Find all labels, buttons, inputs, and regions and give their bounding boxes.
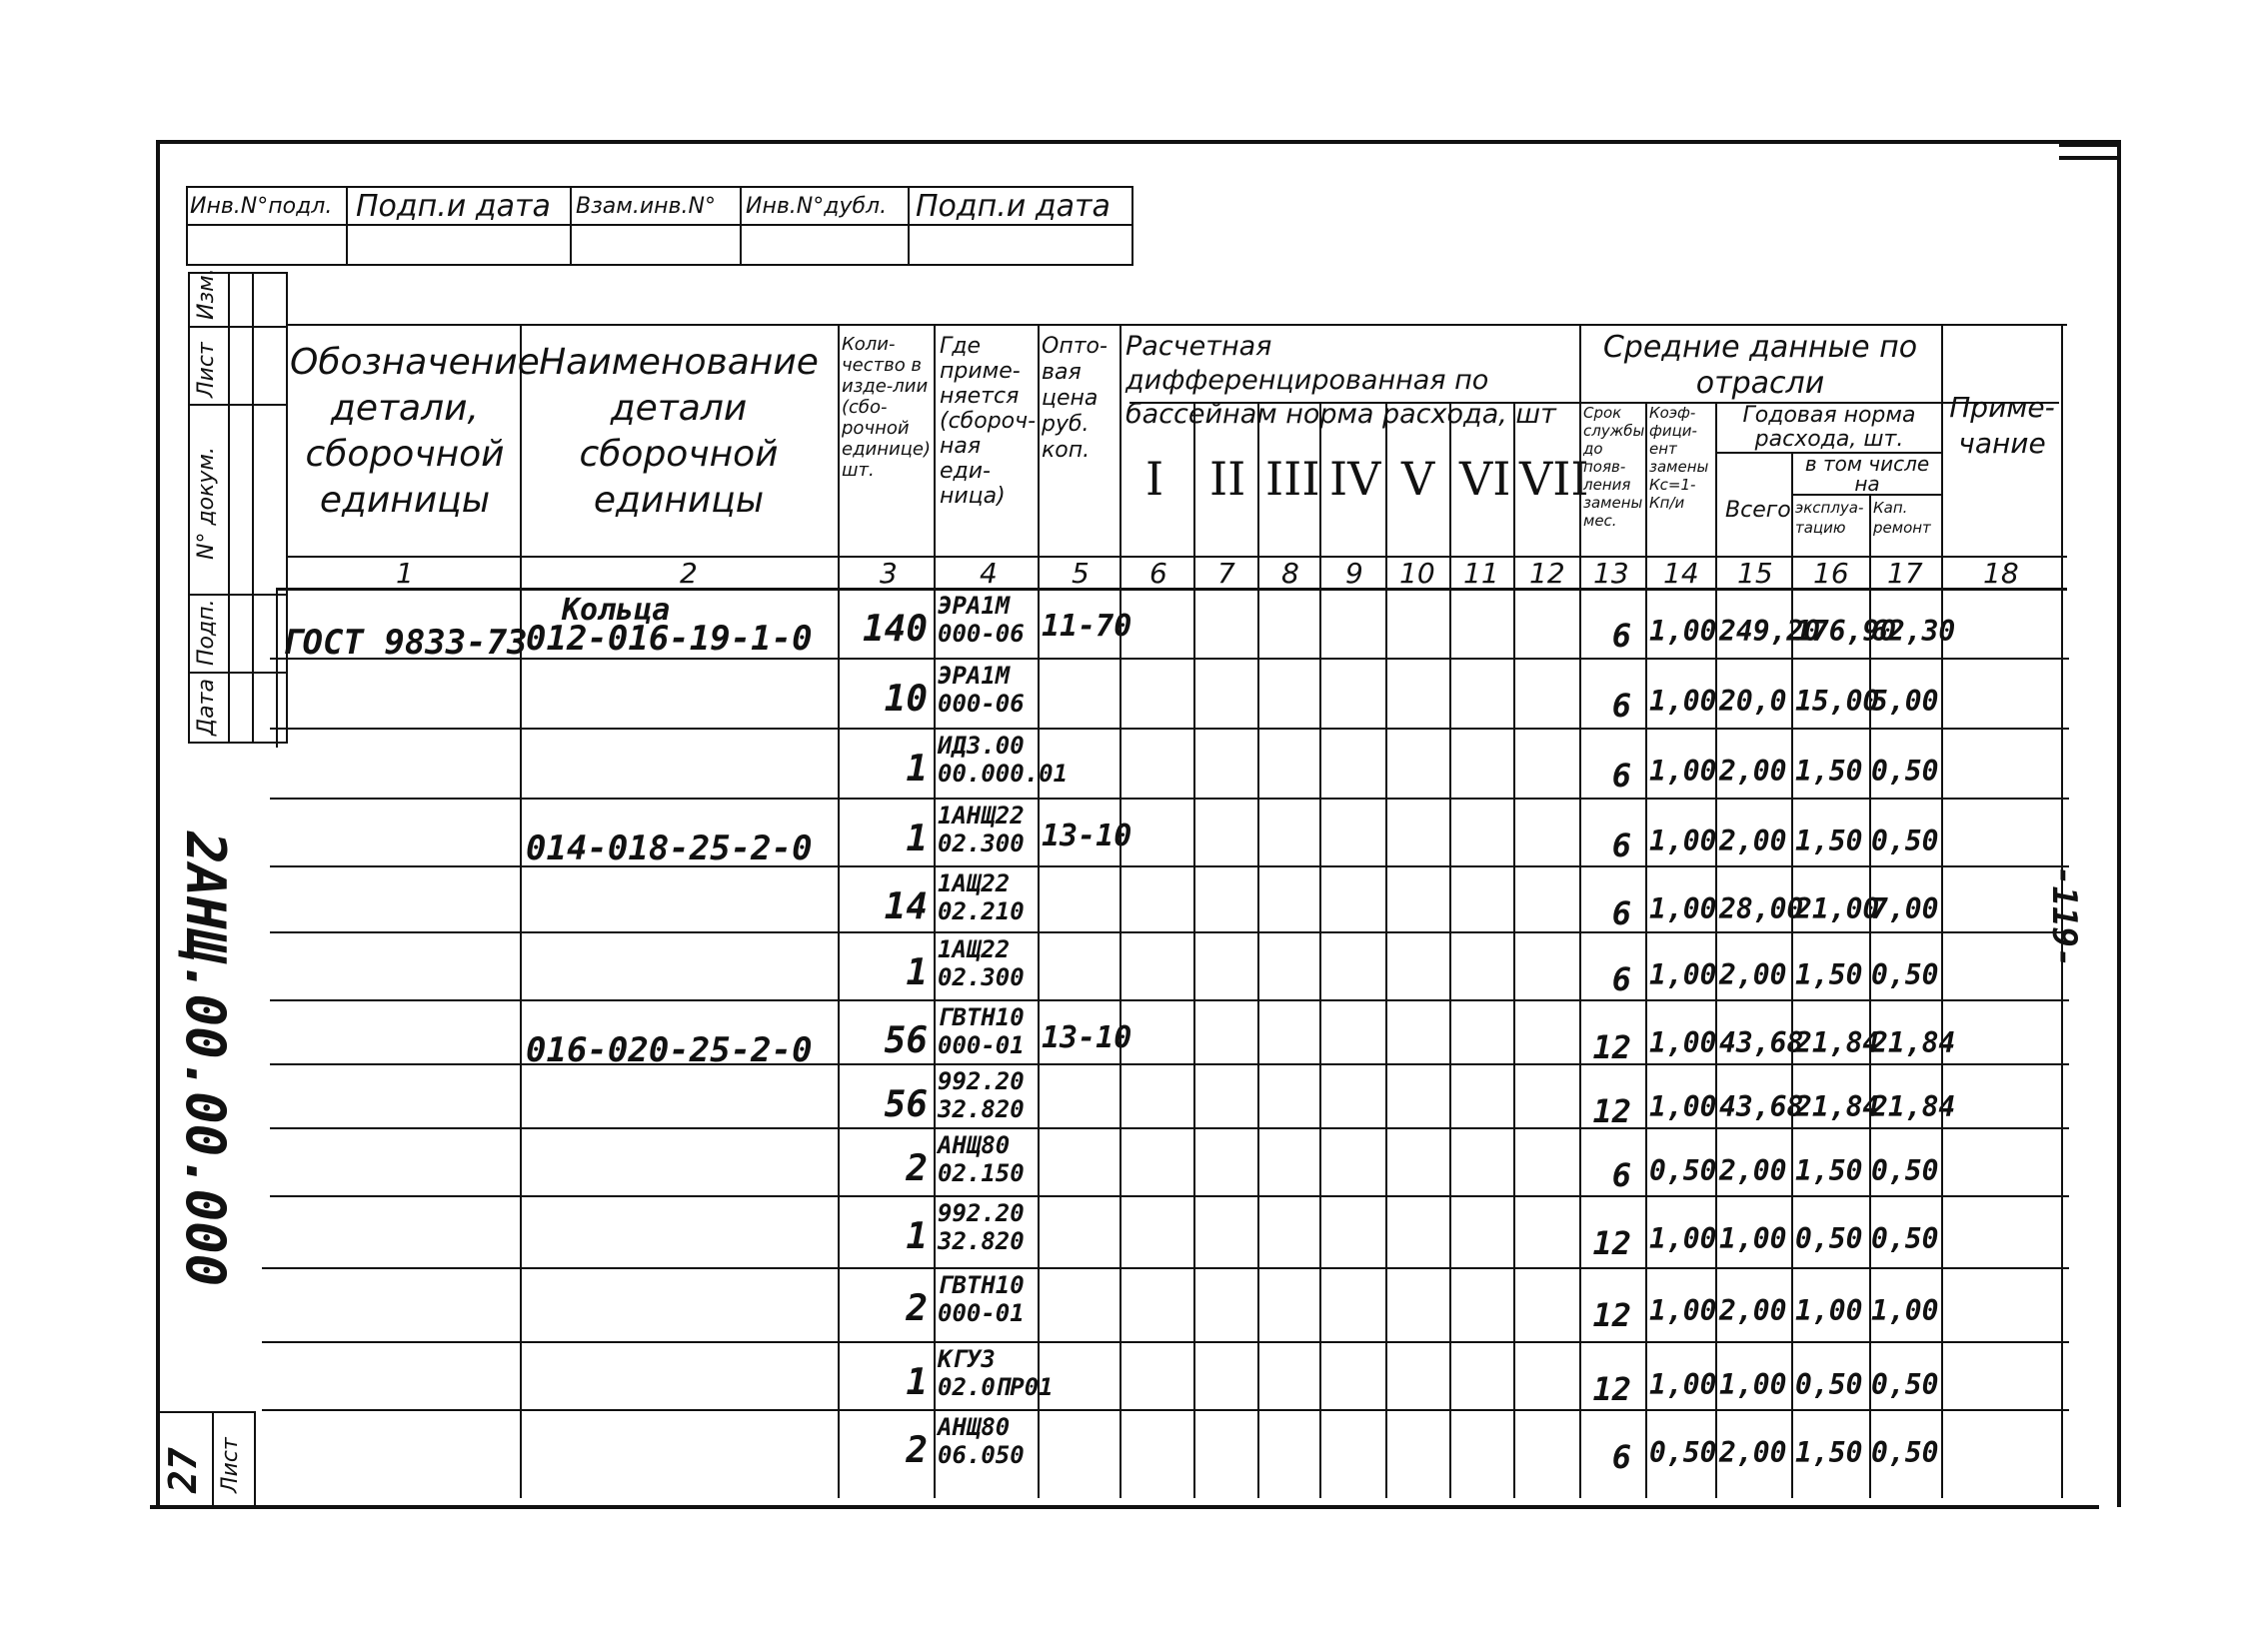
colnum-6: 6 bbox=[1149, 557, 1167, 590]
cell-capital-repair: 21,84 bbox=[1871, 1090, 1956, 1123]
cell-total: 2,00 bbox=[1719, 1154, 1787, 1187]
cell-capital-repair: 0,50 bbox=[1871, 1222, 1939, 1255]
cell-price: 13-10 bbox=[1042, 819, 1132, 853]
cell-where-used-1: ИДЗ.00 bbox=[938, 732, 1025, 760]
header-quantity: Коли-чество в изде-лии (сбо-рочной единице) шт. bbox=[842, 334, 932, 481]
right-margin-mark bbox=[2059, 143, 2119, 147]
colnum-11: 11 bbox=[1463, 557, 1499, 590]
cell-quantity: 14 bbox=[884, 886, 928, 927]
cell-quantity: 2 bbox=[906, 1148, 928, 1189]
cell-total: 20,0 bbox=[1719, 685, 1787, 718]
basin-3: III bbox=[1265, 452, 1320, 506]
stamp-header-podp-data: Подп.и дата bbox=[356, 189, 551, 224]
colnum-3: 3 bbox=[880, 557, 898, 590]
cell-price: 11-70 bbox=[1042, 609, 1132, 644]
cell-quantity: 1 bbox=[906, 749, 928, 790]
cell-quantity: 56 bbox=[884, 1084, 928, 1125]
header-name: Наименование детали сборочной единицы bbox=[539, 342, 819, 521]
cell-where-used-1: ЭРА1М bbox=[938, 662, 1011, 690]
cell-total: 43,68 bbox=[1719, 1090, 1804, 1123]
cell-coefficient: 1,00 bbox=[1649, 892, 1717, 925]
cell-total: 1,00 bbox=[1719, 1222, 1787, 1255]
cell-operation: 21,00 bbox=[1795, 892, 1880, 925]
cell-total: 2,00 bbox=[1719, 825, 1787, 857]
stamp-header-inv-podl: Инв.N°подл. bbox=[190, 194, 333, 219]
cell-operation: 176,90 bbox=[1795, 615, 1897, 648]
side-label-n-dokum: N° докум. bbox=[194, 446, 219, 560]
cell-quantity: 56 bbox=[884, 1020, 928, 1061]
header-total: Всего bbox=[1725, 498, 1791, 523]
cell-total: 28,00 bbox=[1719, 892, 1804, 925]
cell-where-used-1: 1АЩ22 bbox=[938, 869, 1011, 897]
cell-operation: 1,00 bbox=[1795, 1294, 1863, 1327]
cell-coefficient: 1,00 bbox=[1649, 1368, 1717, 1401]
cell-operation: 21,84 bbox=[1795, 1090, 1880, 1123]
cell-operation: 1,50 bbox=[1795, 1436, 1863, 1469]
colnum-17: 17 bbox=[1887, 557, 1923, 590]
basin-2: II bbox=[1209, 452, 1246, 506]
cell-name: 016-020-25-2-0 bbox=[526, 1030, 813, 1070]
cell-service-life: 12 bbox=[1592, 1370, 1631, 1408]
cell-coefficient: 1,00 bbox=[1649, 755, 1717, 788]
document-code: 2АНЩ.00.00.000 bbox=[174, 831, 237, 1287]
bottom-frame-line bbox=[150, 1505, 2099, 1509]
cell-coefficient: 1,00 bbox=[1649, 1294, 1717, 1327]
cell-capital-repair: 0,50 bbox=[1871, 825, 1939, 857]
sheet-number: 27 bbox=[161, 1447, 205, 1493]
cell-where-used-2: 000-06 bbox=[938, 620, 1025, 648]
cell-where-used-1: 1АНЩ22 bbox=[938, 802, 1025, 829]
cell-name: 012-016-19-1-0 bbox=[526, 619, 813, 659]
cell-quantity: 1 bbox=[906, 1216, 928, 1257]
cell-where-used-1: 992.20 bbox=[938, 1067, 1025, 1095]
basin-7: VII bbox=[1519, 452, 1589, 506]
cell-coefficient: 0,50 bbox=[1649, 1154, 1717, 1187]
cell-quantity: 2 bbox=[906, 1288, 928, 1329]
cell-service-life: 6 bbox=[1611, 617, 1631, 655]
cell-service-life: 12 bbox=[1592, 1224, 1631, 1262]
cell-service-life: 6 bbox=[1611, 687, 1631, 725]
cell-where-used-1: ЭРА1М bbox=[938, 592, 1011, 620]
cell-total: 43,68 bbox=[1719, 1026, 1804, 1059]
cell-total: 1,00 bbox=[1719, 1368, 1787, 1401]
cell-service-life: 12 bbox=[1592, 1296, 1631, 1334]
header-coefficient: Коэф-фици-ент замены Кс=1-Кп/и bbox=[1649, 404, 1709, 512]
cell-total: 2,00 bbox=[1719, 1294, 1787, 1327]
cell-operation: 15,00 bbox=[1795, 685, 1880, 718]
cell-total: 2,00 bbox=[1719, 1436, 1787, 1469]
cell-where-used-1: 1АЩ22 bbox=[938, 935, 1011, 963]
header-basin-norm: Расчетная дифференцированная по бассейнам норма расхода, шт bbox=[1125, 331, 1556, 430]
cell-where-used-2: 02.300 bbox=[938, 829, 1025, 857]
cell-capital-repair: 0,50 bbox=[1871, 1368, 1939, 1401]
cell-operation: 0,50 bbox=[1795, 1222, 1863, 1255]
basin-4: IV bbox=[1329, 452, 1381, 506]
header-price: Опто-вая цена руб. коп. bbox=[1042, 334, 1108, 463]
cell-where-used-1: 992.20 bbox=[938, 1199, 1025, 1227]
cell-coefficient: 1,00 bbox=[1649, 825, 1717, 857]
left-frame-line bbox=[156, 140, 160, 1507]
sheet-label: Лист bbox=[218, 1437, 243, 1493]
cell-where-used-2: 000-06 bbox=[938, 690, 1025, 718]
cell-service-life: 6 bbox=[1611, 1156, 1631, 1194]
cell-service-life: 6 bbox=[1611, 894, 1631, 932]
cell-quantity: 140 bbox=[862, 609, 928, 650]
cell-total: 249,20 bbox=[1719, 615, 1821, 648]
cell-where-used-1: ГВТН10 bbox=[938, 1271, 1025, 1299]
header-where-used: Где приме-няется (сбороч-ная еди-ница) bbox=[940, 334, 1037, 509]
header-designation: Обозначение детали, сборочной единицы bbox=[290, 342, 540, 521]
stamp-header-podp-data-2: Подп.и дата bbox=[916, 189, 1111, 224]
cell-operation: 1,50 bbox=[1795, 1154, 1863, 1187]
basin-5: V bbox=[1401, 452, 1435, 506]
colnum-1: 1 bbox=[396, 557, 414, 590]
header-service-life: Срок службы до появ-ления замены мес. bbox=[1583, 404, 1645, 530]
cell-capital-repair: 62,30 bbox=[1871, 615, 1956, 648]
cell-where-used-2: 02.300 bbox=[938, 963, 1025, 991]
colnum-10: 10 bbox=[1399, 557, 1435, 590]
cell-operation: 0,50 bbox=[1795, 1368, 1863, 1401]
cell-coefficient: 1,00 bbox=[1649, 958, 1717, 991]
page-marker: -119- bbox=[2044, 865, 2084, 968]
cell-service-life: 12 bbox=[1592, 1028, 1631, 1066]
header-industry: Средние данные по отрасли bbox=[1602, 330, 1918, 401]
cell-quantity: 1 bbox=[906, 819, 928, 859]
cell-name: 014-018-25-2-0 bbox=[526, 828, 813, 868]
cell-operation: 1,50 bbox=[1795, 958, 1863, 991]
cell-quantity: 1 bbox=[906, 1362, 928, 1403]
cell-coefficient: 1,00 bbox=[1649, 615, 1717, 648]
cell-capital-repair: 0,50 bbox=[1871, 755, 1939, 788]
cell-total: 2,00 bbox=[1719, 755, 1787, 788]
cell-coefficient: 1,00 bbox=[1649, 685, 1717, 718]
colnum-7: 7 bbox=[1217, 557, 1235, 590]
cell-capital-repair: 1,00 bbox=[1871, 1294, 1939, 1327]
cell-where-used-2: 00.000.01 bbox=[938, 760, 1069, 788]
side-label-izm: Изм. bbox=[194, 268, 219, 320]
side-label-data: Дата bbox=[194, 679, 219, 736]
cell-capital-repair: 5,00 bbox=[1871, 685, 1939, 718]
cell-capital-repair: 0,50 bbox=[1871, 1154, 1939, 1187]
top-frame-line bbox=[160, 140, 2119, 144]
cell-coefficient: 1,00 bbox=[1649, 1090, 1717, 1123]
cell-where-used-1: АНЩ80 bbox=[938, 1131, 1011, 1159]
side-label-list: Лист bbox=[194, 342, 219, 398]
cell-coefficient: 1,00 bbox=[1649, 1222, 1717, 1255]
cell-capital-repair: 0,50 bbox=[1871, 1436, 1939, 1469]
cell-where-used-2: 000-01 bbox=[938, 1299, 1025, 1327]
cell-where-used-2: 06.050 bbox=[938, 1441, 1025, 1469]
cell-capital-repair: 7,00 bbox=[1871, 892, 1939, 925]
cell-quantity: 2 bbox=[906, 1430, 928, 1471]
colnum-2: 2 bbox=[680, 557, 698, 590]
cell-where-used-2: 32.820 bbox=[938, 1095, 1025, 1123]
header-note: Приме-чание bbox=[1949, 391, 2055, 460]
cell-service-life: 12 bbox=[1592, 1092, 1631, 1130]
cell-operation: 1,50 bbox=[1795, 755, 1863, 788]
cell-price: 13-10 bbox=[1042, 1020, 1132, 1055]
cell-designation: ГОСТ 9833-73 bbox=[282, 623, 528, 663]
cell-where-used-2: 02.0ПР01 bbox=[938, 1373, 1054, 1401]
colnum-18: 18 bbox=[1983, 557, 2019, 590]
colnum-15: 15 bbox=[1737, 557, 1773, 590]
cell-where-used-2: 02.210 bbox=[938, 897, 1025, 925]
basin-6: VI bbox=[1459, 452, 1511, 506]
right-margin-mark-2 bbox=[2059, 156, 2119, 160]
cell-coefficient: 0,50 bbox=[1649, 1436, 1717, 1469]
cell-where-used-1: АНЩ80 bbox=[938, 1413, 1011, 1441]
colnum-5: 5 bbox=[1072, 557, 1090, 590]
cell-name-top: Кольца bbox=[562, 593, 671, 628]
colnum-12: 12 bbox=[1529, 557, 1565, 590]
side-label-podp: Подп. bbox=[194, 599, 219, 666]
colnum-8: 8 bbox=[1281, 557, 1299, 590]
cell-capital-repair: 21,84 bbox=[1871, 1026, 1956, 1059]
cell-coefficient: 1,00 bbox=[1649, 1026, 1717, 1059]
colnum-16: 16 bbox=[1813, 557, 1849, 590]
cell-service-life: 6 bbox=[1611, 1438, 1631, 1476]
cell-where-used-1: КГУ3 bbox=[938, 1345, 996, 1373]
cell-where-used-2: 000-01 bbox=[938, 1031, 1025, 1059]
header-operation: эксплуа-тацию bbox=[1795, 499, 1864, 537]
cell-capital-repair: 0,50 bbox=[1871, 958, 1939, 991]
cell-where-used-1: ГВТН10 bbox=[938, 1003, 1025, 1031]
right-frame-line bbox=[2117, 140, 2121, 1507]
stamp-header-inv-dubl: Инв.N°дубл. bbox=[746, 194, 888, 219]
colnum-9: 9 bbox=[1345, 557, 1363, 590]
header-annual-norm: Годовая норма расхода, шт. bbox=[1742, 403, 1916, 452]
cell-quantity: 10 bbox=[884, 679, 928, 720]
cell-operation: 21,84 bbox=[1795, 1026, 1880, 1059]
header-capital-repair: Кап. ремонт bbox=[1873, 499, 1931, 537]
basin-1: I bbox=[1145, 452, 1164, 506]
colnum-4: 4 bbox=[980, 557, 998, 590]
cell-service-life: 6 bbox=[1611, 757, 1631, 795]
cell-where-used-2: 32.820 bbox=[938, 1227, 1025, 1255]
cell-operation: 1,50 bbox=[1795, 825, 1863, 857]
cell-service-life: 6 bbox=[1611, 960, 1631, 998]
cell-where-used-2: 02.150 bbox=[938, 1159, 1025, 1187]
colnum-14: 14 bbox=[1663, 557, 1699, 590]
header-including: в том числе на bbox=[1804, 452, 1930, 496]
cell-service-life: 6 bbox=[1611, 826, 1631, 864]
cell-quantity: 1 bbox=[906, 952, 928, 993]
cell-total: 2,00 bbox=[1719, 958, 1787, 991]
stamp-header-vzam-inv: Взам.инв.N° bbox=[576, 194, 716, 219]
colnum-13: 13 bbox=[1593, 557, 1629, 590]
